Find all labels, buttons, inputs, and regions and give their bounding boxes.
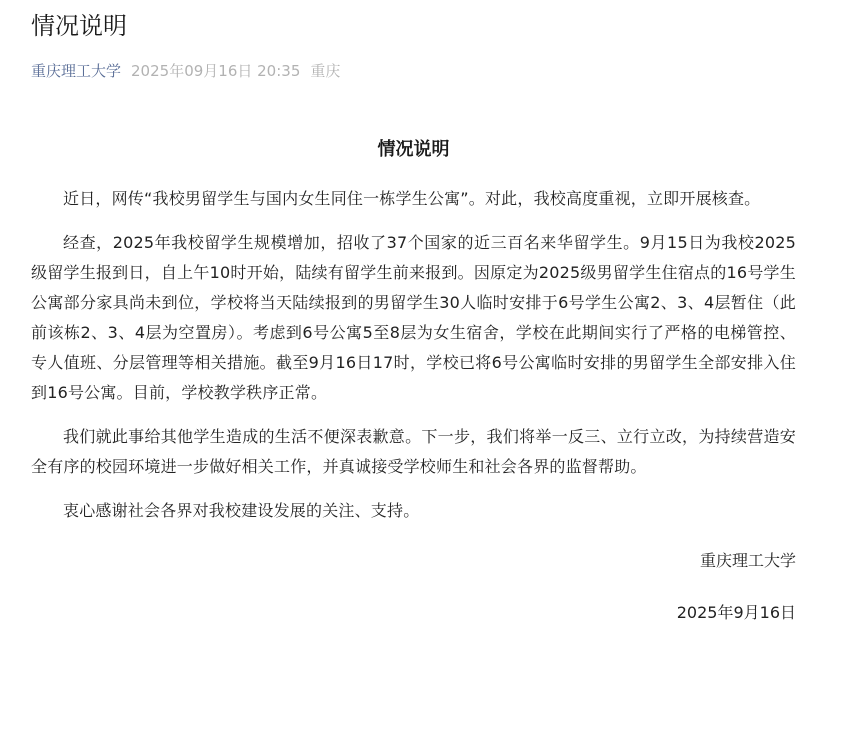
paragraph: 我们就此事给其他学生造成的生活不便深表歉意。下一步，我们将举一反三、立行立改，为持续营造安全有序的校园环境进一步做好相关工作，并真诚接受学校师生和社会各界的监督帮助。 (31, 427, 796, 476)
document-heading: 情况说明 (377, 139, 450, 160)
signature-organization: 重庆理工大学 (699, 551, 796, 570)
publish-datetime: 2025年09月16日 20:35 (131, 62, 301, 80)
signature-date: 2025年9月16日 (676, 603, 796, 622)
article-title: 情况说明 (31, 12, 127, 40)
paragraph: 衷心感谢社会各界对我校建设发展的关注、支持。 (63, 501, 420, 520)
account-name-link[interactable]: 重庆理工大学 (31, 62, 122, 80)
publish-location: 重庆 (310, 62, 341, 80)
article-content (31, 134, 796, 628)
paragraph: 经查，2025年我校留学生规模增加，招收了37个国家的近三百名来华留学生。9月15日为我校2025级留学生报到日，自上午10时开始，陆续有留学生前来报到。因原定为2025级男留学生住宿点的16号学生公寓部分家具尚未到位，学校将当天陆续报到的男留学生30人临时安排于6号学生公寓2、3、4层暂住（此前该栋2、3、4层为空置房）。考虑到6号公寓5至8层为女生宿舍，学校在此期间实行了严格的电梯管控、专人值班、分层管理等相关措施。截至9月16日17时，学校已将6号公寓临时安排的男留学生全部安排入住到16号公寓。目前，学校教学秩序正常。 (31, 233, 796, 402)
paragraph: 近日，网传“我校男留学生与国内女生同住一栋学生公寓”。对此，我校高度重视，立即开展核查。 (63, 189, 761, 208)
article-meta (31, 60, 340, 82)
